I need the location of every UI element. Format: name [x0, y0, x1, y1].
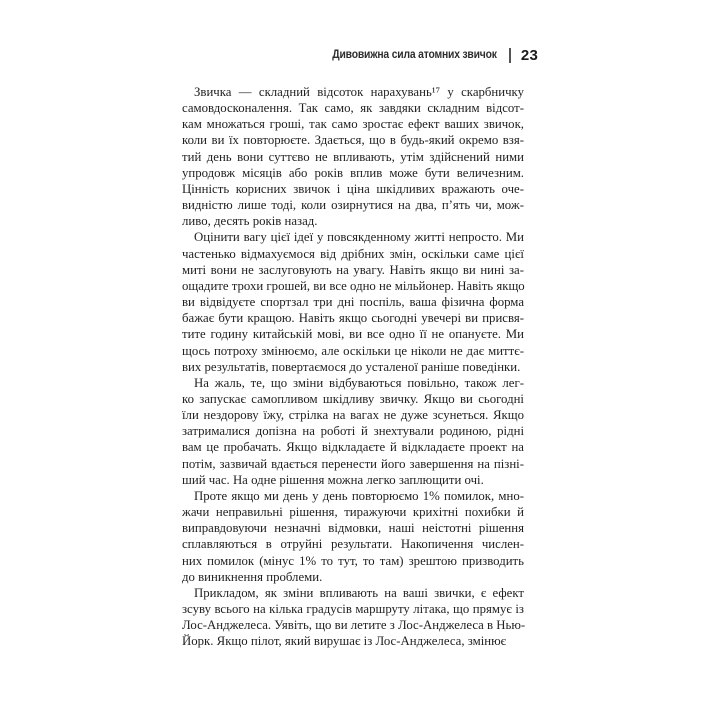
text-line: Цінність корисних звичок і ціна шкідливих вражають оче- [182, 181, 524, 196]
text-line: сплавляються в отруйні результати. Накопичення числен- [182, 537, 524, 552]
paragraph [182, 375, 524, 488]
text-line: Йорк. Якщо пілот, який вирушає із Лос-Анджелеса, змінює [182, 634, 507, 649]
text-line: самовдосконалення. Так само, як завдяки складним відсот- [182, 101, 524, 116]
text-line: Звичка — складний відсоток нарахувань¹⁷ у скарбничку [194, 85, 524, 99]
text-line: вам це пробачать. Якщо відкладаєте й відкладаєте проект на [182, 440, 524, 455]
text-line: затрималися допізна на роботі й знехтували родиною, рідні [182, 424, 524, 439]
text-line: коли ви їх повторюєте. Здається, що в будь-який окремо взя- [182, 133, 524, 148]
paragraph [182, 84, 524, 229]
text-line: них помилок (мінус 1% то тут, то там) зрештою призводить [182, 553, 524, 568]
page-header [182, 46, 538, 64]
body-text [182, 84, 524, 649]
text-line: ший час. На одне рішення можна легко заплющити очі. [182, 472, 484, 487]
text-line: Оцінити вагу цієї ідеї у повсякденному житті непросто. Ми [194, 230, 524, 245]
text-line: На жаль, те, що зміни відбуваються повільно, також лег- [194, 375, 524, 390]
text-line: частенько відмахуємося від дрібних змін, оскільки саме цієї [182, 246, 524, 261]
text-line: ви відвідуєте спортзал три дні поспіль, ваша фізична форма [182, 295, 524, 310]
text-line: ощадите трохи грошей, ви все одно не мільйонер. Навіть якщо [182, 278, 525, 293]
text-line: бажає бути кращою. Навіть якщо сьогодні увечері ви присвя- [182, 311, 524, 326]
text-line: видністю лише тоді, коли озирнутися на два, п’ять чи, мож- [182, 198, 524, 213]
paragraph [182, 229, 524, 374]
text-line: вих результатів, повертаємося до усталеної раніше поведінки. [182, 359, 521, 374]
text-line: їли нездорову їжу, стрілка на вагах не дуже зсунеться. Якщо [182, 408, 524, 423]
text-line: до виникнення проблеми. [182, 569, 323, 584]
text-line: Лос-Анджелеса. Уявіть, що ви летите з Лос-Анджелеса в Нью- [182, 618, 526, 633]
running-title: Дивовижна сила атомних звичок [331, 49, 497, 61]
text-line: жачи неправильні рішення, тиражуючи крихітні похибки й [182, 505, 524, 520]
page-number: 23 [520, 46, 538, 64]
text-line: тите годину китайській мові, ви все одно її не опануєте. Ми [182, 327, 524, 342]
text-line: миті вони не заслуговують на увагу. Навіть якщо ви нині за- [182, 262, 524, 277]
text-line: ливо, десять років назад. [182, 214, 318, 229]
text-line: кам множаться гроші, так само зростає ефект ваших звичок, [182, 117, 524, 132]
text-line: тий день вони суттєво не впливають, утім здійснений ними [182, 149, 524, 164]
text-line: ко запускає самопливом шкідливу звичку. Якщо ви сьогодні [182, 391, 524, 406]
text-line: щось потроху змінюємо, але оскільки це ніколи не дає миттє- [182, 343, 524, 358]
paragraph [182, 488, 524, 585]
text-line: зсуву всього на кілька градусів маршруту літака, що прямує із [182, 602, 524, 616]
text-line: виправдовуючи незначні відмовки, наші неістотні рішення [182, 521, 524, 536]
text-line: упродовж місяців або років вплив може бути величезним. [182, 165, 524, 180]
text-line: Прикладом, як зміни впливають на ваші звички, є ефект [194, 585, 524, 600]
text-line: потім, зазвичай вдається перенести його завершення на пізні- [182, 456, 524, 471]
paragraph [182, 585, 524, 650]
header-separator [509, 48, 511, 63]
text-line: Проте якщо ми день у день повторюємо 1% помилок, мно- [194, 488, 524, 503]
